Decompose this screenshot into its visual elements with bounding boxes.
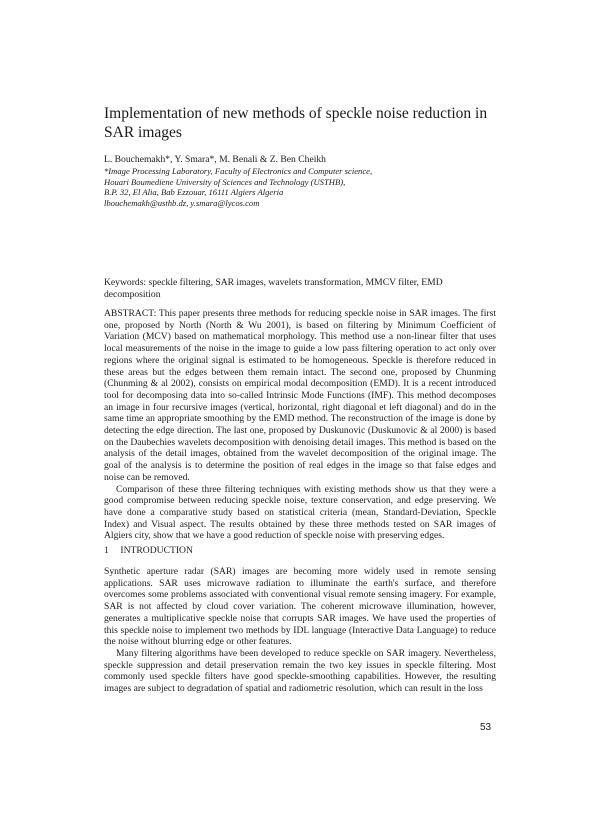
affiliation-line: Houari Boumediene University of Sciences and Technology (USTHB), xyxy=(104,176,346,187)
section-number: 1 xyxy=(104,545,109,556)
abstract xyxy=(104,308,496,542)
section-title: INTRODUCTION xyxy=(120,545,193,556)
page-number: 53 xyxy=(480,722,492,733)
author-emails: lbouchemakh@usthb.dz, y.smara@lycos.com xyxy=(104,197,260,208)
paper-title: Implementation of new methods of speckle noise reduction in SAR images xyxy=(104,105,488,141)
introduction-body xyxy=(104,566,496,695)
body-paragraph: Synthetic aperture radar (SAR) images are becoming more widely used in remote sensing applications. SAR uses microwave radiation to illuminate the earth's surface, and therefore overcomes some problems associated with conventional visual remote sensing imagery. For example, SAR is not affected by cloud cover variation. The coherent microwave illumination, however, generates a multiplicative speckle noise that corrupts SAR images. We have used the properties of this speckle noise to implement two methods by IDL language (Interactive Data Language) to reduce the noise without blurring edge or other features. xyxy=(104,566,496,648)
author-list: L. Bouchemakh*, Y. Smara*, M. Benali & Z. Ben Cheikh xyxy=(104,154,326,165)
section-heading xyxy=(104,545,193,557)
affiliation-block xyxy=(104,166,372,208)
body-paragraph: Many filtering algorithms have been developed to reduce speckle on SAR imagery. Nevertheless, speckle suppression and detail preservation remain the two key issues in speckle filtering. Most commonly used speckle filters have good speckle-smoothing capabilities. However, the resulting images are subject to degradation of spatial and radiometric resolution, which can result in the loss xyxy=(104,647,496,695)
affiliation-line: *Image Processing Laboratory, Faculty of Electronics and Computer science, xyxy=(104,166,373,176)
keywords: Keywords: speckle filtering, SAR images, wavelets transformation, MMCV filter, EMD decomposition xyxy=(104,277,443,300)
abstract-paragraph: ABSTRACT: This paper presents three methods for reducing speckle noise in SAR images. The first one, proposed by North (North & Wu 2001), is based on filtering by Minimum Coefficient of Variation (MCV) based on mathematical morphology. This method use a non-linear filter that uses local measurements of the noise in the image to guide a low pass filtering operation to act only over regions where the original signal is estimated to be homogeneous. Speckle is therefore reduced in these areas but the edges between them remain intact. The second one, proposed by Chunming (Chunming & al 2002), consists on empirical modal decomposition (EMD). It is a recent introduced tool for decomposing data into so-called Intrinsic Mode Functions (IMF). This method decomposes an image in four recursive images (vertical, horizontal, right diagonal et left diagonal) and do in the same time an appropriate smoothing by the EMD method. The reconstruction of the image is done by detecting the edge direction. The last one, proposed by Duskunovic (Duskunovic & al 2000) is based on the Daubechies wavelets decomposition with denoising detail images. This method is based on the analysis of the detail images, obtained from the wavelet decomposition of the original image. The goal of the analysis is to determine the position of real edges in the image so that false edges and noise can be removed. xyxy=(104,308,496,483)
abstract-paragraph: Comparison of these three filtering techniques with existing methods show us that they were a good compromise between reducing speckle noise, texture conservation, and edge preserving. We have done a comparative study based on statistical criteria (mean, Standard-Deviation, Speckle Index) and Visual aspect. The results obtained by these three methods tested on SAR images of Algiers city, show that we have a good reduction of speckle noise with preserving edges. xyxy=(104,483,496,542)
affiliation-line: B.P. 32, El Alia, Bab Ezzouar, 16111 Algiers Algeria xyxy=(104,187,284,198)
